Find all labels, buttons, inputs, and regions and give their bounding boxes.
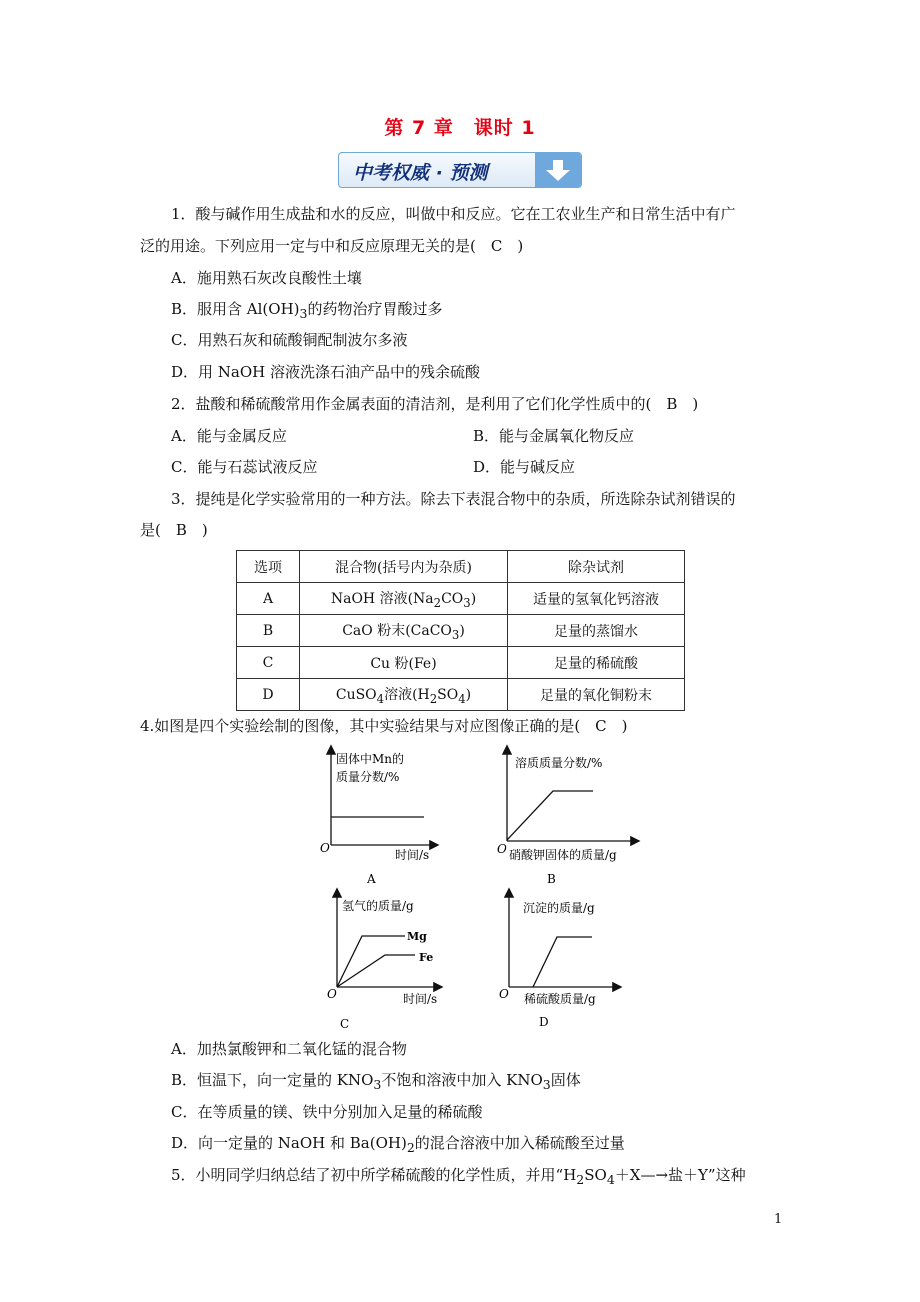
graph-a-ylabel: 质量分数/% [336, 770, 400, 784]
table-cell: B [237, 615, 300, 647]
graph-c-curve-fe [337, 955, 415, 987]
graph-c-xlabel: 时间/s [403, 992, 438, 1006]
q1-option-d: D．用 NaOH 溶液洗涤石油产品中的残余硫酸 [171, 363, 481, 381]
graph-b-curve [507, 791, 593, 840]
q1-line2: 泛的用途。下列应用一定与中和反应原理无关的是( C ) [140, 237, 524, 255]
graph-c-caption: C [340, 1017, 350, 1031]
table-header: 混合物(括号内为杂质) [300, 551, 508, 583]
forecast-banner [338, 152, 582, 188]
graph-d [499, 890, 620, 1029]
q3-line2: 是( B ) [140, 521, 208, 539]
q1-line1: 1．酸与碱作用生成盐和水的反应，叫做中和反应。它在工农业生产和日常生活中有广 [171, 205, 736, 223]
q3-line1: 3．提纯是化学实验常用的一种方法。除去下表混合物中的杂质，所选除杂试剂错误的 [171, 490, 736, 508]
q2-option-d: D．能与碱反应 [473, 458, 576, 476]
graph-a-origin: O [320, 841, 330, 855]
graph-d-xlabel: 稀硫酸质量/g [524, 992, 596, 1006]
table-cell: 足量的氧化铜粉末 [508, 679, 685, 711]
graph-c-curve-mg [337, 936, 405, 987]
graph-b-ylabel: 溶质质量分数/% [515, 756, 603, 770]
q4-option-c: C．在等质量的镁、铁中分别加入足量的稀硫酸 [171, 1103, 483, 1121]
table-cell: D [237, 679, 300, 711]
q2-option-a: A．能与金属反应 [171, 427, 287, 445]
table-cell: C [237, 647, 300, 679]
q2-stem: 2．盐酸和稀硫酸常用作金属表面的清洁剂，是利用了它们化学性质中的( B ) [171, 395, 699, 413]
q4-option-d: D．向一定量的 NaOH 和 $Ba(OH)_2$的混合溶液中加入稀硫酸至过量 [171, 1134, 625, 1155]
table-cell: 足量的蒸馏水 [508, 615, 685, 647]
q4-stem: 4.如图是四个实验绘制的图像，其中实验结果与对应图像正确的是( C ) [140, 717, 628, 735]
table-row [237, 647, 685, 679]
chapter-title: 第 7 章 课时 1 [384, 117, 536, 139]
table-row [237, 583, 685, 615]
table-cell: Cu 粉(Fe) [300, 647, 508, 679]
graph-c-label-fe: Fe [419, 951, 434, 964]
table-header-row [237, 551, 685, 583]
table-row [237, 679, 685, 711]
table-cell: CuSO$_4$溶液$(H_2SO_4)$ [300, 679, 508, 711]
graph-c [327, 890, 441, 1031]
q2-option-c: C．能与石蕊试液反应 [171, 458, 318, 476]
graph-c-origin: O [327, 987, 337, 1001]
table-cell: A [237, 583, 300, 615]
graph-c-ylabel: 氢气的质量/g [342, 899, 414, 913]
graph-b-xlabel: 硝酸钾固体的质量/g [509, 848, 617, 862]
q1-option-c: C．用熟石灰和硫酸铜配制波尔多液 [171, 331, 408, 349]
graph-b-caption: B [547, 872, 556, 886]
graph-d-curve [533, 937, 592, 987]
table-cell: 足量的稀硫酸 [508, 647, 685, 679]
table-cell: CaO 粉末(CaCO$_3$) [300, 615, 508, 647]
table-header: 选项 [237, 551, 300, 583]
q4-option-b: B．恒温下，向一定量的 $KNO_3$不饱和溶液中加入 $KNO_3$固体 [171, 1071, 581, 1092]
q1-option-a: A．施用熟石灰改良酸性土壤 [171, 269, 362, 287]
graph-d-caption: D [539, 1015, 549, 1029]
graph-b [497, 747, 638, 886]
graph-a [320, 747, 437, 886]
banner-text: 中考权威 · 预测 [353, 162, 488, 184]
graph-b-origin: O [497, 842, 507, 856]
page-number: 1 [774, 1212, 783, 1227]
impurity-table [236, 550, 685, 711]
table-cell: 适量的氢氧化钙溶液 [508, 583, 685, 615]
graph-d-ylabel: 沉淀的质量/g [523, 901, 595, 915]
table-header: 除杂试剂 [508, 551, 685, 583]
graph-a-caption: A [367, 872, 376, 886]
table-row [237, 615, 685, 647]
q4-graphs [300, 740, 660, 1040]
table-cell: NaOH 溶液$(Na_2CO_3)$ [300, 583, 508, 615]
q4-option-a: A．加热氯酸钾和二氧化锰的混合物 [171, 1040, 407, 1058]
graph-a-xlabel: 时间/s [395, 848, 430, 862]
graph-d-origin: O [499, 987, 509, 1001]
q1-option-b: B．服用含 $Al(OH)_3$的药物治疗胃酸过多 [171, 300, 443, 321]
graph-c-label-mg: Mg [407, 930, 427, 943]
down-arrow-icon [535, 153, 581, 187]
q5-stem: 5．小明同学归纳总结了初中所学稀硫酸的化学性质，并用“$H_2SO_4+X—\to$盐＋Y”这种 [171, 1166, 746, 1187]
q2-option-b: B．能与金属氧化物反应 [473, 427, 635, 445]
graph-a-ylabel: 固体中Mn的 [336, 752, 405, 766]
